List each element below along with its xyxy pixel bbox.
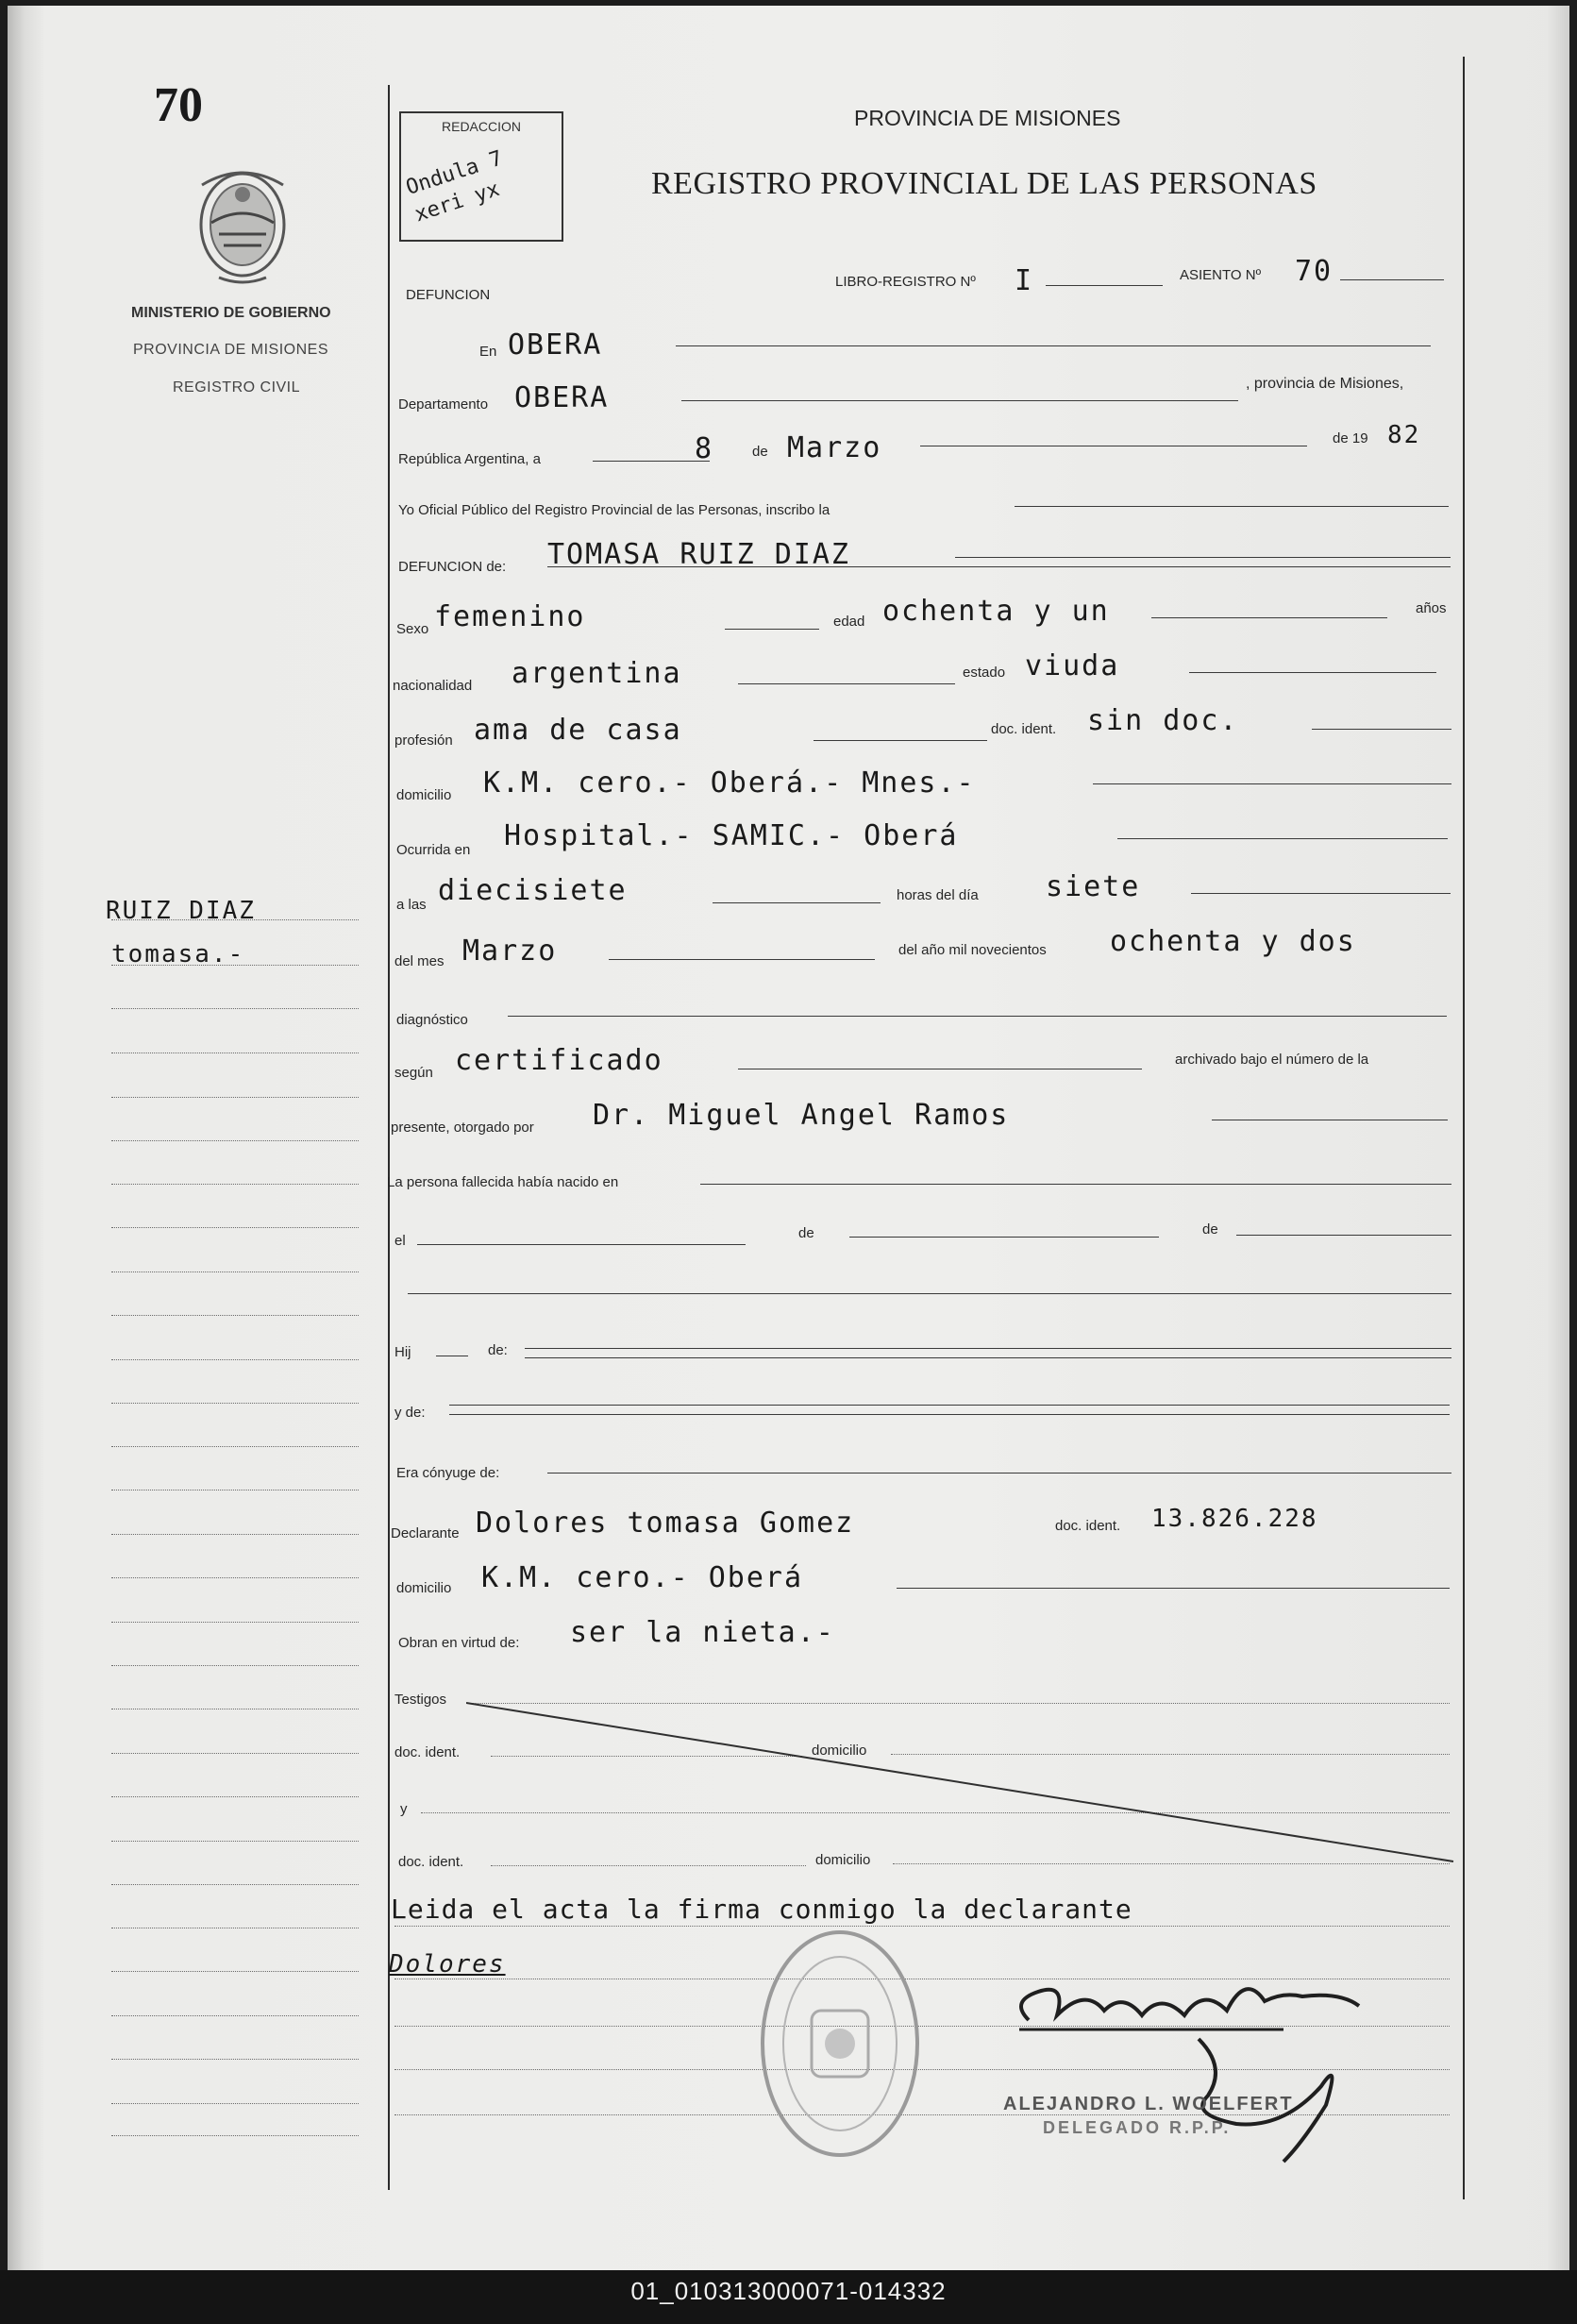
edad-line <box>1151 617 1387 618</box>
asiento-line <box>1340 279 1444 280</box>
el-label: el <box>394 1233 406 1249</box>
libro-value: I <box>1015 264 1034 297</box>
profesion-value: ama de casa <box>474 714 682 747</box>
decl-domicilio-value: K.M. cero.- Oberá <box>481 1561 804 1594</box>
edad-value: ochenta y un <box>882 595 1110 628</box>
redaccion-label: REDACCION <box>442 119 522 134</box>
ocurrida-label: Ocurrida en <box>396 842 471 858</box>
province-left-label: PROVINCIA DE MISIONES <box>133 342 328 358</box>
domicilio-line <box>1093 783 1451 784</box>
y-de-line-2 <box>449 1414 1450 1415</box>
horas-label: horas del día <box>897 887 979 903</box>
cancel-diagonal-line <box>466 1699 1457 1869</box>
decl-domicilio-label: domicilio <box>396 1580 452 1596</box>
asiento-label: ASIENTO Nº <box>1180 267 1262 283</box>
y-de-label: y de: <box>394 1405 426 1421</box>
conyuge-label: Era cónyuge de: <box>396 1465 500 1481</box>
t-doc2-label: doc. ident. <box>398 1854 464 1870</box>
decl-doc-label: doc. ident. <box>1055 1518 1121 1534</box>
official-signature-icon <box>1000 1963 1416 2171</box>
t-doc1-label: doc. ident. <box>394 1744 461 1760</box>
testigos-label: Testigos <box>394 1692 447 1708</box>
nacionalidad-value: argentina <box>512 657 682 690</box>
estado-line <box>1189 672 1436 673</box>
en-label: En <box>479 344 497 360</box>
el-de1-label: de <box>798 1225 814 1241</box>
doc-ident-line <box>1312 729 1451 730</box>
margin-rule <box>388 85 390 2190</box>
month-value: Marzo <box>787 431 882 464</box>
t-dom1-label: domicilio <box>812 1743 867 1759</box>
presente-value: Dr. Miguel Angel Ramos <box>593 1099 1010 1132</box>
obran-label: Obran en virtud de: <box>398 1635 520 1651</box>
sexo-line <box>725 629 819 630</box>
edad-label: edad <box>833 614 865 630</box>
nacionalidad-label: nacionalidad <box>393 678 473 694</box>
del-ano-value: ochenta y dos <box>1110 925 1356 958</box>
a-las-line <box>713 902 881 903</box>
a-las-value: diecisiete <box>438 874 628 907</box>
ocurrida-value: Hospital.- SAMIC.- Oberá <box>504 819 959 852</box>
horas-value: siete <box>1046 870 1141 903</box>
segun-label: según <box>394 1065 433 1081</box>
del-mes-line <box>609 959 875 960</box>
asiento-value: 70 <box>1295 255 1334 288</box>
el-de1-line <box>849 1237 1159 1238</box>
en-value: OBERA <box>508 328 603 362</box>
t-y-label: y <box>400 1801 408 1817</box>
libro-label: LIBRO-REGISTRO Nº <box>835 274 976 290</box>
official-name: ALEJANDRO L. WOELFERT <box>1003 2094 1294 2114</box>
libro-line <box>1046 285 1163 286</box>
el-line <box>417 1244 746 1245</box>
day-line <box>593 461 710 462</box>
el-de2-line <box>1236 1235 1451 1236</box>
registry-left-label: REGISTRO CIVIL <box>173 379 301 396</box>
coat-of-arms-icon <box>191 166 294 289</box>
sexo-label: Sexo <box>396 621 429 637</box>
en-line <box>676 345 1431 346</box>
oficial-line <box>1015 506 1449 507</box>
a-las-label: a las <box>396 897 427 913</box>
departamento-line <box>681 400 1238 401</box>
estado-label: estado <box>963 665 1006 681</box>
y-de-line-1 <box>449 1405 1450 1406</box>
right-rule <box>1463 57 1465 2199</box>
anos-label: años <box>1416 600 1447 616</box>
del-mes-label: del mes <box>394 953 445 969</box>
nacido-line <box>700 1184 1451 1185</box>
official-role: DELEGADO R.P.P. <box>1043 2118 1232 2137</box>
registry-title: REGISTRO PROVINCIAL DE LAS PERSONAS <box>651 166 1317 201</box>
province-title: PROVINCIA DE MISIONES <box>854 106 1121 130</box>
nacionalidad-line <box>738 683 955 684</box>
act-type-label: DEFUNCION <box>406 287 491 303</box>
doc-ident-value: sin doc. <box>1087 704 1239 737</box>
margin-name-line2: tomasa.- <box>111 940 245 968</box>
official-seal-icon <box>755 1926 925 2162</box>
horas-line <box>1191 893 1451 894</box>
profesion-line <box>814 740 987 741</box>
sexo-value: femenino <box>434 600 586 633</box>
oficial-text: Yo Oficial Público del Registro Provincial de las Personas, inscribo la <box>398 502 830 518</box>
conyuge-line <box>547 1473 1451 1474</box>
ocurrida-line <box>1117 838 1448 839</box>
hij-line-2 <box>525 1357 1451 1358</box>
declarant-signature: Dolores <box>389 1950 506 1979</box>
hij-line-1 <box>525 1348 1451 1349</box>
departamento-label: Departamento <box>398 396 489 413</box>
republica-label: República Argentina, a <box>398 451 541 467</box>
profesion-label: profesión <box>394 733 453 749</box>
del-mes-value: Marzo <box>462 935 558 968</box>
estado-value: viuda <box>1025 649 1120 682</box>
t-dom2-label: domicilio <box>815 1852 871 1868</box>
declarante-label: Declarante <box>391 1525 460 1541</box>
departamento-value: OBERA <box>514 381 610 414</box>
archivado-label: archivado bajo el número de la <box>1175 1052 1369 1068</box>
segun-value: certificado <box>455 1044 663 1077</box>
doc-ident-label: doc. ident. <box>991 721 1057 737</box>
margin-name-line1: RUIZ DIAZ <box>106 897 256 925</box>
page-number: 70 <box>154 78 203 132</box>
diagnostico-label: diagnóstico <box>396 1012 468 1028</box>
el-de2-label: de <box>1202 1221 1218 1238</box>
blank-line <box>408 1293 1451 1294</box>
stamp-scribble: Ondula 7 xeri yx <box>403 146 506 227</box>
day-value: 8 <box>695 432 714 465</box>
obran-value: ser la nieta.- <box>570 1616 835 1649</box>
defuncion-de-label: DEFUNCION de: <box>398 559 507 575</box>
page-edge <box>1548 6 1569 2271</box>
ministry-label: MINISTERIO DE GOBIERNO <box>131 305 331 321</box>
provincia-suffix: , provincia de Misiones, <box>1246 376 1404 392</box>
year-de-label: de 19 <box>1333 430 1368 446</box>
deceased-underline <box>547 566 1451 567</box>
month-de-label: de <box>752 444 768 460</box>
declarante-value: Dolores tomasa Gomez <box>476 1507 855 1540</box>
domicilio-label: domicilio <box>396 787 452 803</box>
decl-doc-value: 13.826.228 <box>1151 1505 1318 1533</box>
domicilio-value: K.M. cero.- Oberá.- Mnes.- <box>483 766 976 800</box>
year-value: 82 <box>1387 421 1421 449</box>
presente-label: presente, otorgado por <box>391 1120 534 1136</box>
deceased-name: TOMASA RUIZ DIAZ <box>547 538 850 571</box>
diagnostico-line <box>508 1016 1447 1017</box>
hij-label: Hij <box>394 1344 411 1360</box>
file-id: 01_010313000071-014332 <box>630 2277 947 2305</box>
decl-domicilio-line <box>897 1588 1450 1589</box>
closing-text: Leida el acta la firma conmigo la declarante <box>391 1894 1132 1925</box>
nacido-label: La persona fallecida había nacido en <box>387 1174 619 1190</box>
deceased-line <box>955 557 1451 558</box>
hij-de-label: de: <box>488 1342 508 1358</box>
del-ano-label: del año mil novecientos <box>898 942 1047 958</box>
